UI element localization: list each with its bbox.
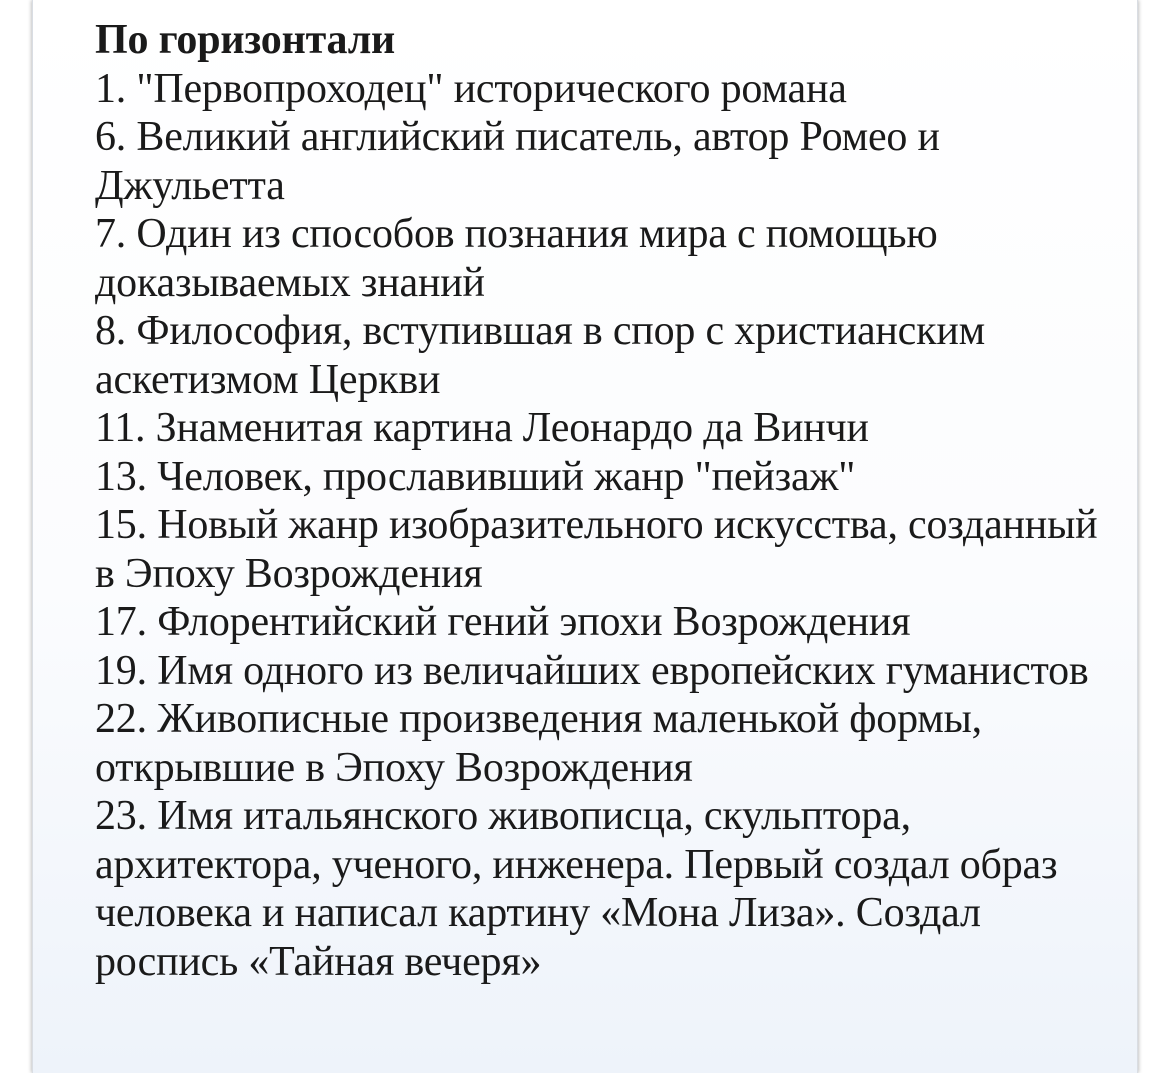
section-heading: По горизонтали bbox=[95, 17, 396, 63]
clue-15: 15. Новый жанр изобразительного искусства, созданный в Эпоху Возрождения bbox=[95, 502, 1098, 597]
clue-19: 19. Имя одного из величайших европейских гуманистов bbox=[95, 647, 1089, 694]
clue-22: 22. Живописные произведения маленькой формы, открывшие в Эпоху Возрождения bbox=[95, 696, 982, 791]
crossword-clues bbox=[95, 16, 1115, 986]
clue-11: 11. Знаменитая картина Леонардо да Винчи bbox=[95, 405, 869, 451]
clue-23: 23. Имя итальянского живописца, скульптора, архитектора, ученого, инженера. Первый создал образ человека и написал картину «Мона Лиза». Создал роспись «Тайная вечеря» bbox=[95, 793, 1058, 985]
clue-7: 7. Один из способов познания мира с помощью доказываемых знаний bbox=[95, 211, 938, 306]
clue-8: 8. Философия, вступившая в спор с христианским аскетизмом Церкви bbox=[95, 308, 985, 403]
clue-6: 6. Великий английский писатель, автор Ромео и Джульетта bbox=[95, 114, 940, 209]
clue-1: 1. "Первопроходец" исторического романа bbox=[95, 65, 847, 112]
clue-13: 13. Человек, прославивший жанр "пейзаж" bbox=[95, 453, 856, 500]
document-card bbox=[32, 0, 1138, 1073]
clue-17: 17. Флорентийский гений эпохи Возрождения bbox=[95, 599, 911, 645]
